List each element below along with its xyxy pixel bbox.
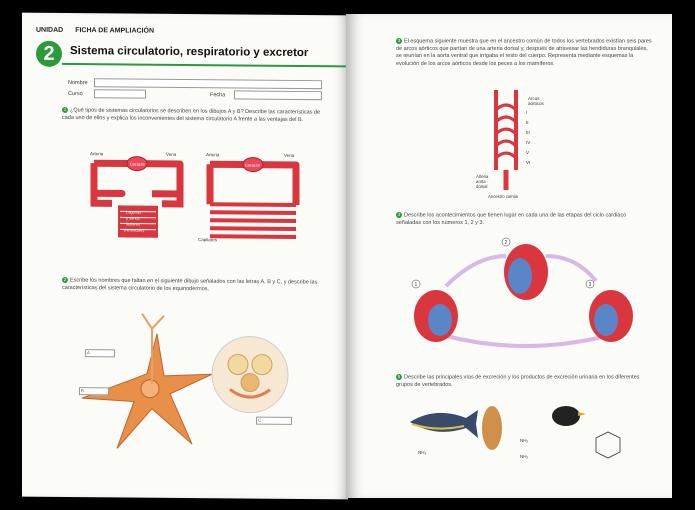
question-2-number: 2: [63, 276, 67, 282]
question-4-text: Describe los acontecimientos que tienen lugar en cada una de las etapas del ciclo cardiaco señaladas con los números 1, 2 y 3.: [396, 212, 627, 226]
ventral-label-3: dorsal: [476, 184, 488, 189]
arch-num-3: III: [526, 130, 530, 135]
title-underline: [62, 63, 348, 67]
label-box-c[interactable]: [256, 417, 292, 425]
ampulla-center: [241, 373, 259, 391]
bird-beak: [578, 412, 586, 416]
vein-label-a: Vena: [166, 151, 177, 157]
heart-label-b: Corazón: [245, 162, 261, 168]
heart-stage-1: [414, 290, 458, 342]
date-field[interactable]: [234, 90, 322, 100]
magnified-detail: [210, 334, 290, 415]
ampulla-right: [252, 355, 272, 375]
lagoon-label-2: y senos: [126, 215, 140, 221]
vein-branch-a: [162, 164, 180, 204]
label-b-letter: B: [81, 388, 84, 394]
stage-3-number: 3: [588, 282, 592, 288]
date-label: Fecha: [210, 92, 226, 99]
arch-label-line1: Arcos: [528, 96, 540, 101]
arch-loops: [496, 105, 516, 158]
heart-stage-3: [589, 290, 633, 342]
bird-illustration: [552, 406, 580, 426]
page-title: Sistema circulatorio, respiratorio y excretor: [70, 44, 309, 60]
arch-num-4: IV: [526, 140, 531, 145]
unit-header: [36, 27, 164, 35]
question-3-text: El esquema siguiente muestra que en el ancestro común de todos los vertebrados existían seis pares de arcos aórticos que partían de una arteria dorsal y, después de atravesar las hendiduras branquiales, se reunían en la aorta ventral que irrigaba el resto del cuerpo. Representa mediante esquemas la evolución de los arcos aórticos desde los peces a los mamíferos.: [396, 38, 652, 67]
question-1-text: ¿Qué tipos de sistemas circulatorios se describen en los dibujos A y B? Describe las características de cada uno de ellos y explica los inconvenientes del sistema circulatorio A frente a las ventajas del B.: [62, 107, 321, 123]
sheet-label: FICHA DE AMPLIACIÓN: [75, 27, 154, 35]
ampulla-left: [228, 354, 248, 374]
uric-acid-molecule: [596, 432, 620, 458]
unit-label: UNIDAD: [36, 26, 64, 34]
course-field[interactable]: [94, 89, 146, 98]
question-5-text: Describe las principales vías de excreción y los productos de excreción urinaria en los diferentes grupos de vertebrados.: [396, 374, 640, 388]
formula-urea-2: NH₂: [520, 454, 529, 459]
question-2-text: Escribe los nombres que faltan en el siguiente dibujo señalados con las letras A, B y C, y describe las características del sistema circulatorio de los equinodermos.: [62, 277, 318, 293]
unit-number-badge: 2: [36, 41, 62, 67]
fish-illustration: [410, 410, 478, 438]
capillaries-label: Capilares: [198, 237, 218, 243]
stage-2-number: 2: [504, 240, 508, 246]
stage-1-number: 1: [414, 282, 418, 288]
lagoon-label-1: Lagunas: [126, 209, 142, 215]
arch-label-line2: aórticos: [528, 101, 544, 106]
arch-num-6: VI: [526, 160, 531, 165]
label-c-letter: C: [258, 417, 262, 423]
ventral-label-1: Arteria: [476, 174, 489, 179]
amphibian-illustration: [482, 406, 502, 450]
label-a-letter: A: [87, 350, 90, 356]
artery-label-a: Arteria: [90, 151, 104, 157]
cycle-arrow-right: [546, 256, 596, 281]
question-1: [62, 107, 330, 125]
heart-label-a: Corazón: [130, 161, 146, 167]
ancestor-label: Ancestro común: [488, 194, 519, 199]
course-label: Curso: [68, 90, 83, 98]
name-field[interactable]: [94, 78, 322, 89]
arch-num-2: II: [526, 120, 529, 125]
circulatory-diagram-b: [198, 144, 308, 245]
question-3-number: 3: [397, 38, 401, 43]
question-1-number: 1: [63, 106, 67, 112]
arch-num-5: V: [526, 150, 530, 155]
left-page: [22, 13, 348, 500]
question-5-number: 5: [397, 374, 401, 379]
cardiac-cycle-diagram: [406, 236, 646, 356]
lagoon-label-4: (hemocele): [124, 227, 145, 233]
formula-urea-1: NH₂: [520, 438, 529, 443]
cycle-arrow-left: [446, 256, 506, 286]
question-4: [396, 212, 652, 227]
starfish-center: [141, 380, 159, 398]
question-3: [396, 38, 652, 68]
heart-stage-2: [504, 244, 548, 300]
capillary-bed: [210, 204, 296, 237]
question-4-number: 4: [397, 212, 401, 217]
right-page: [346, 14, 672, 498]
vein-label-b: Vena: [284, 152, 295, 158]
aortic-arches-diagram: [476, 90, 576, 200]
artery-branch-a: [94, 163, 112, 203]
cycle-arrow-bottom: [446, 336, 606, 346]
circulatory-diagram-a: [82, 143, 192, 244]
arch-num-1: I: [526, 110, 528, 115]
question-2: [62, 277, 330, 295]
artery-label-b: Arteria: [206, 152, 220, 158]
question-5: [396, 374, 652, 389]
name-label: Nombre: [68, 79, 88, 87]
lagoon-label-3: titulares: [126, 221, 141, 227]
formula-ammonia: NH₃: [418, 450, 427, 455]
excretion-illustrations: [406, 398, 656, 478]
ventral-label-2: aorta: [476, 179, 486, 184]
